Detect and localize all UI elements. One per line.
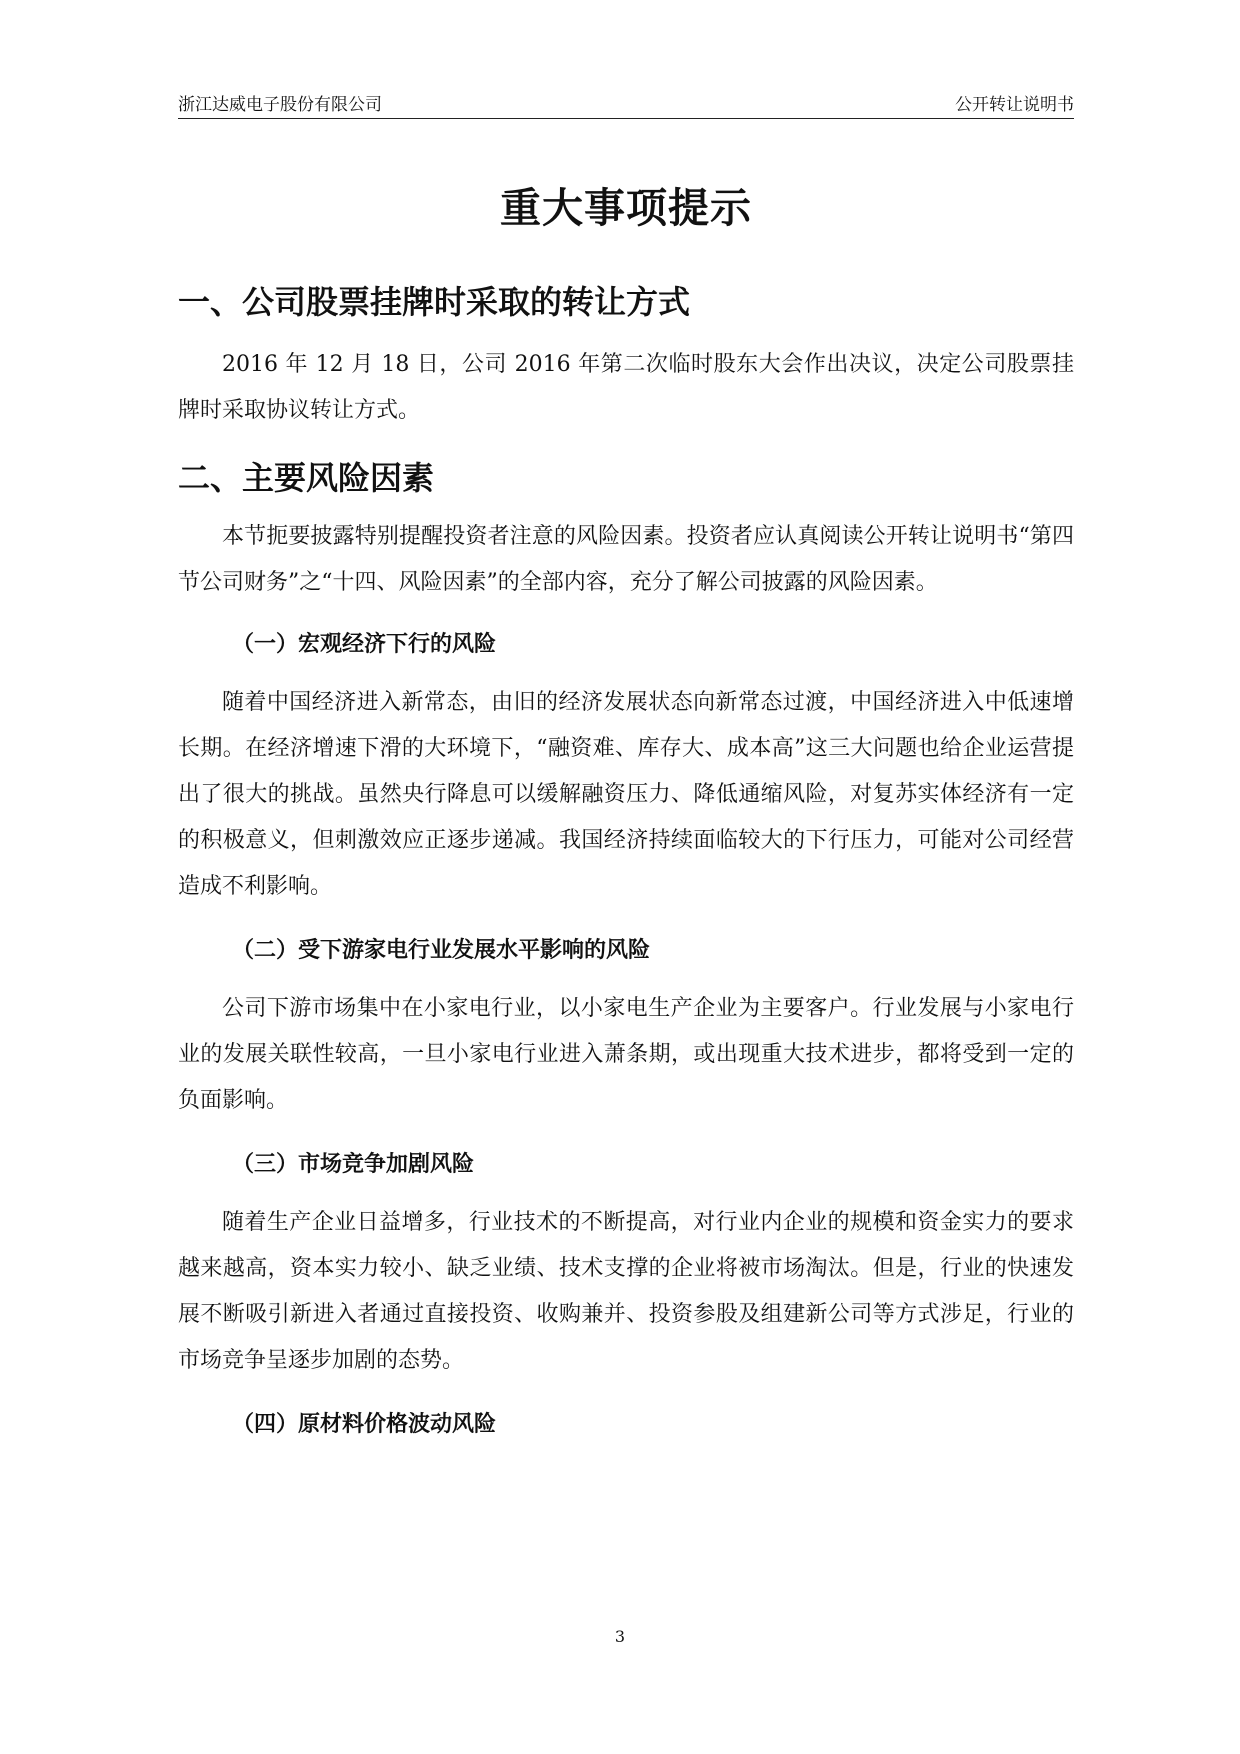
subsection-paragraph-downstream-risk: 公司下游市场集中在小家电行业，以小家电生产企业为主要客户。行业发展与小家电行业的发展关联性较高，一旦小家电行业进入萧条期，或出现重大技术进步，都将受到一定的负面影响。 [178,996,1074,1113]
page-title: 重大事项提示 [500,184,752,232]
page-header [178,88,1074,119]
section-heading-transfer-method: 一、公司股票挂牌时采取的转让方式 [178,283,691,321]
header-company-name: 浙江达威电子股份有限公司 [178,95,382,115]
subsection-heading-competition-risk: （三）市场竞争加剧风险 [232,1152,475,1177]
subsection-paragraph-competition-risk: 随着生产企业日益增多，行业技术的不断提高，对行业内企业的规模和资金实力的要求越来越高，资本实力较小、缺乏业绩、技术支撑的企业将被市场淘汰。但是，行业的快速发展不断吸引新进入者通过直接投资、收购兼并、投资参股及组建新公司等方式涉足，行业的市场竞争呈逐步加剧的态势。 [178,1210,1074,1373]
subsection-paragraph-macro-risk: 随着中国经济进入新常态，由旧的经济发展状态向新常态过渡，中国经济进入中低速增长期。在经济增速下滑的大环境下，“融资难、库存大、成本高”这三大问题也给企业运营提出了很大的挑战。虽然央行降息可以缓解融资压力、降低通缩风险，对复苏实体经济有一定的积极意义，但刺激效应正逐步递减。我国经济持续面临较大的下行压力，可能对公司经营造成不利影响。 [178,690,1074,899]
section-heading-risk-factors: 二、主要风险因素 [178,459,435,497]
document-body [178,178,1074,1460]
section-paragraph-risk-intro: 本节扼要披露特别提醒投资者注意的风险因素。投资者应认真阅读公开转让说明书“第四节公司财务”之“十四、风险因素”的全部内容，充分了解公司披露的风险因素。 [178,524,1074,595]
page-number: 3 [614,1627,626,1646]
subsection-heading-macro-risk: （一）宏观经济下行的风险 [232,632,497,657]
subsection-heading-raw-material-risk: （四）原材料价格波动风险 [232,1412,497,1437]
section-paragraph-transfer-method: 2016 年 12 月 18 日，公司 2016 年第二次临时股东大会作出决议，决定公司股票挂牌时采取协议转让方式。 [178,352,1074,423]
header-document-title: 公开转让说明书 [955,95,1074,115]
subsection-heading-downstream-risk: （二）受下游家电行业发展水平影响的风险 [232,938,651,963]
